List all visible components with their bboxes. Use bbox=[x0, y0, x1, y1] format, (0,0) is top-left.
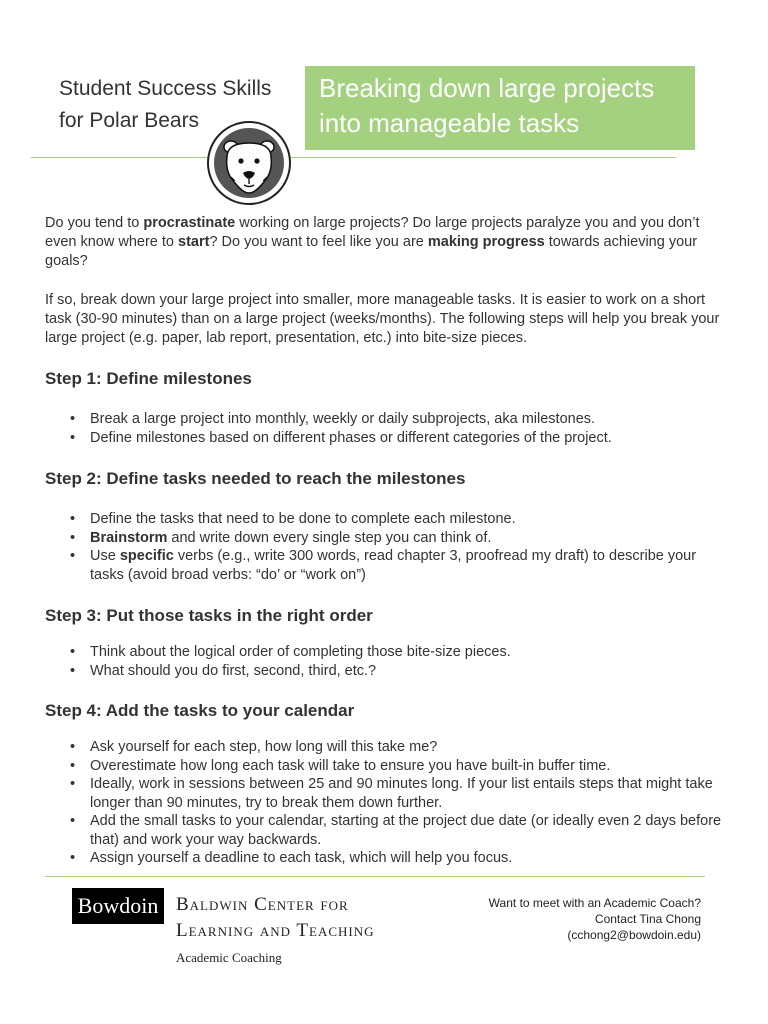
list-item bbox=[70, 662, 730, 681]
step-3-heading: Step 3: Put those tasks in the right order bbox=[45, 606, 373, 625]
bullet-text: Ask yourself for each step, how long will this take me? bbox=[90, 739, 438, 755]
bullet-text: Assign yourself a deadline to each task, which will help you focus. bbox=[90, 850, 513, 866]
contact-email[interactable]: (cchong2@bowdoin.edu) bbox=[567, 928, 701, 942]
bullet-text: and write down every single step you can think of. bbox=[167, 529, 492, 546]
contact-line-1: Want to meet with an Academic Coach? bbox=[488, 896, 701, 910]
intro-text: working on large projects? Do large projects paralyze you and you don’t even know where to bbox=[45, 215, 700, 250]
intro-text: towards achieving your goals? bbox=[45, 234, 698, 269]
bullet-text: Think about the logical order of completing those bite-size pieces. bbox=[90, 644, 511, 660]
intro-paragraph-2: If so, break down your large project into smaller, more manageable tasks. It is easier to work on a short task (30-90 minutes) than on a large project (weeks/months). The following steps will help you break your large project (e.g. paper, lab report, presentation, etc.) into bite-size pieces. bbox=[45, 292, 720, 346]
list-item bbox=[70, 410, 730, 429]
series-title-line1: Student Success Skills bbox=[59, 77, 272, 100]
bullet-emphasis: specific bbox=[119, 548, 174, 564]
intro-paragraph-1 bbox=[45, 214, 725, 271]
list-item bbox=[70, 529, 730, 548]
intro-emphasis: procrastinate bbox=[143, 215, 236, 231]
list-item bbox=[70, 429, 730, 448]
center-name-line1: Baldwin Center for bbox=[176, 894, 349, 915]
bullet-text: Add the small tasks to your calendar, starting at the project due date (or ideally even 2 days before that) and work your way backwards. bbox=[90, 813, 722, 848]
bullet-text: Ideally, work in sessions between 25 and 90 minutes long. If your list entails steps that might take longer than 90 minutes, try to break them down further. bbox=[90, 776, 713, 811]
bullet-text: Define the tasks that need to be done to complete each milestone. bbox=[90, 511, 516, 527]
bullet-text: Break a large project into monthly, weekly or daily subprojects, aka milestones. bbox=[90, 411, 596, 427]
list-item bbox=[70, 547, 730, 584]
bowdoin-logo: Bowdoin bbox=[72, 888, 164, 924]
center-subtitle: Academic Coaching bbox=[176, 950, 282, 965]
footer-divider bbox=[45, 876, 705, 877]
intro-text: Do you tend to bbox=[45, 215, 144, 231]
intro-text: ? Do you want to feel like you are bbox=[209, 234, 428, 250]
bullet-emphasis: Brainstorm bbox=[90, 529, 168, 546]
bullet-text: Overestimate how long each task will take to ensure you have built-in buffer time. bbox=[90, 757, 611, 774]
list-item bbox=[70, 775, 730, 812]
polar-bear-icon bbox=[207, 121, 291, 205]
center-name-line2: Learning and Teaching bbox=[176, 920, 375, 941]
step-2-heading: Step 2: Define tasks needed to reach the milestones bbox=[45, 469, 466, 488]
series-title-line2: for Polar Bears bbox=[59, 109, 200, 132]
step-4-list bbox=[70, 738, 730, 868]
intro-emphasis: making progress bbox=[427, 234, 545, 250]
step-4-heading: Step 4: Add the tasks to your calendar bbox=[45, 701, 355, 720]
list-item bbox=[70, 757, 730, 776]
list-item bbox=[70, 643, 730, 662]
list-item bbox=[70, 738, 730, 757]
list-item bbox=[70, 812, 730, 849]
header-divider bbox=[31, 157, 676, 158]
title-banner bbox=[305, 66, 695, 150]
contact-line-2: Contact Tina Chong bbox=[594, 912, 701, 926]
bullet-text: Define milestones based on different phases or different categories of the project. bbox=[90, 429, 612, 446]
list-item bbox=[70, 510, 730, 529]
step-1-list bbox=[70, 410, 730, 447]
contact-info bbox=[489, 895, 701, 943]
list-item bbox=[70, 849, 730, 868]
step-3-list bbox=[70, 643, 730, 680]
document-title: Breaking down large projects into manageable tasks bbox=[319, 73, 655, 138]
bullet-text: Use bbox=[90, 548, 120, 564]
mascot-logo bbox=[207, 121, 291, 205]
intro-emphasis: start bbox=[178, 234, 210, 250]
step-2-list bbox=[70, 510, 730, 584]
bullet-text: verbs (e.g., write 300 words, read chapter 3, proofread my draft) to describe your tasks (avoid broad verbs: “do’ or “work on”) bbox=[90, 548, 697, 583]
bullet-text: What should you do first, second, third, etc.? bbox=[90, 662, 377, 679]
step-1-heading: Step 1: Define milestones bbox=[45, 369, 252, 388]
